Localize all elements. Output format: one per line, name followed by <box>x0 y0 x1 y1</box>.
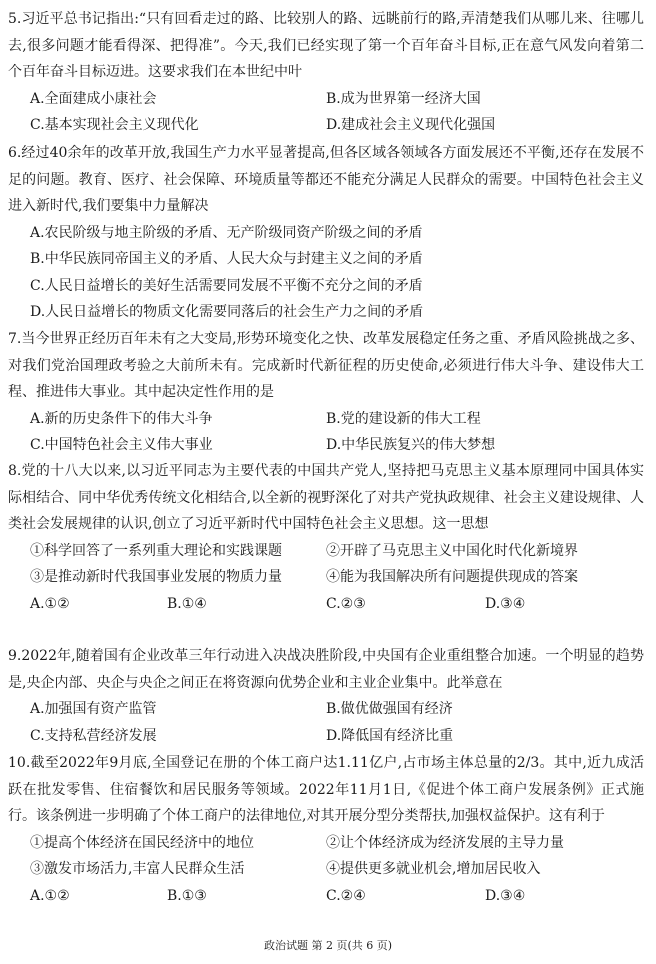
question-5-options-row-2 <box>8 112 644 139</box>
question-5 <box>8 6 644 139</box>
question-10-statement-1: ①提高个体经济在国民经济中的地位 <box>30 834 254 851</box>
question-9-option-a: A.加强国有资产监管 <box>30 701 157 717</box>
question-6-option-b: B.中华民族同帝国主义的矛盾、人民大众与封建主义之间的矛盾 <box>30 251 423 267</box>
question-9-option-c: C.支持私营经济发展 <box>30 727 157 744</box>
question-7-stem: 7.当今世界正经历百年未有之大变局,形势环境变化之快、改革发展稳定任务之重、矛盾风险挑战之多、对我们党治国理政考验之大前所未有。完成新时代新征程的历史使命,必须进行伟大斗争、建设伟大工程、推进伟大事业。其中起决定性作用的是 <box>8 331 644 400</box>
question-5-stem: 5.习近平总书记指出:“只有回看走过的路、比较别人的路、远眺前行的路,弄清楚我们从哪儿来、往哪儿去,很多问题才能看得深、把得准”。今天,我们已经实现了第一个百年奋斗目标,正在意气风发向着第二个百年奋斗目标迈进。这要求我们在本世纪中叶 <box>8 11 644 80</box>
question-6-option-d: D.人民日益增长的物质文化需要同落后的社会生产力之间的矛盾 <box>30 304 424 320</box>
question-9-options-row-1 <box>8 696 644 723</box>
question-8 <box>8 458 644 617</box>
question-8-option-d: D.③④ <box>485 595 526 612</box>
question-7-options-row-2 <box>8 432 644 459</box>
question-10-statements-row-1 <box>8 830 644 857</box>
question-6-option-c: C.人民日益增长的美好生活需要同发展不平衡不充分之间的矛盾 <box>30 277 423 294</box>
question-10-statement-4: ④提供更多就业机会,增加居民收入 <box>326 861 541 877</box>
question-6 <box>8 140 644 326</box>
question-8-statement-3: ③是推动新时代我国事业发展的物质力量 <box>30 569 282 585</box>
question-5-options-row-1 <box>8 86 644 113</box>
question-10-option-a: A.①② <box>30 887 70 904</box>
question-7-option-d: D.中华民族复兴的伟大梦想 <box>326 437 496 453</box>
question-10-option-b: B.①③ <box>167 887 207 904</box>
question-10-statements-row-2 <box>8 856 644 883</box>
question-10-option-d: D.③④ <box>485 887 526 904</box>
question-10-stem: 10.截至2022年9月底,全国登记在册的个体工商户达1.11亿户,占市场主体总量的2/3。其中,近九成活跃在批发零售、住宿餐饮和居民服务等领域。2022年11月1日,《促进个体工商户发展条例》正式施行。该条例进一步明确了个体工商户的法律地位,对其开展分型分类帮扶,加强权益保护。这有利于 <box>8 755 644 824</box>
question-7-option-c: C.中国特色社会主义伟大事业 <box>30 437 213 453</box>
question-9 <box>8 643 644 749</box>
question-8-statements-row-1 <box>8 538 644 565</box>
question-10-statement-3: ③激发市场活力,丰富人民群众生活 <box>30 861 245 877</box>
question-6-option-a: A.农民阶级与地主阶级的矛盾、无产阶级同资产阶级之间的矛盾 <box>30 224 423 241</box>
question-9-options-row-2 <box>8 723 644 750</box>
question-8-statement-2: ②开辟了马克思主义中国化时代化新境界 <box>326 542 578 559</box>
page-footer: 政治试题 第 2 页(共 6 页) <box>263 939 393 952</box>
question-10 <box>8 750 644 909</box>
question-10-statement-2: ②让个体经济成为经济发展的主导力量 <box>326 834 564 851</box>
question-8-option-a: A.①② <box>30 595 70 612</box>
question-8-stem: 8.党的十八大以来,以习近平同志为主要代表的中国共产党人,坚持把马克思主义基本原理同中国具体实际相结合、同中华优秀传统文化相结合,以全新的视野深化了对共产党执政规律、社会主义建设规律、人类社会发展规律的认识,创立了习近平新时代中国特色社会主义思想。这一思想 <box>8 463 644 532</box>
question-9-option-d: D.降低国有经济比重 <box>326 727 454 744</box>
question-8-option-c: C.②③ <box>326 595 366 612</box>
question-5-option-b: B.成为世界第一经济大国 <box>326 90 481 107</box>
question-8-option-b: B.①④ <box>167 595 207 612</box>
question-9-stem: 9.2022年,随着国有企业改革三年行动进入决战决胜阶段,中央国有企业重组整合加速。一个明显的趋势是,央企内部、央企与央企之间正在将资源向优势企业和主业企业集中。此举意在 <box>8 648 644 691</box>
question-7-option-b: B.党的建设新的伟大工程 <box>326 410 481 427</box>
question-10-option-c: C.②④ <box>326 887 366 904</box>
question-7-option-a: A.新的历史条件下的伟大斗争 <box>30 410 213 427</box>
question-8-statement-1: ①科学回答了一系列重大理论和实践课题 <box>30 542 282 559</box>
question-8-statement-4: ④能为我国解决所有问题提供现成的答案 <box>326 569 578 585</box>
question-7-options-row-1 <box>8 406 644 433</box>
question-5-option-d: D.建成社会主义现代化强国 <box>326 117 496 133</box>
question-10-options-row <box>8 883 644 910</box>
question-9-option-b: B.做优做强国有经济 <box>326 701 453 717</box>
question-5-option-a: A.全面建成小康社会 <box>30 90 157 107</box>
question-7 <box>8 326 644 459</box>
question-5-option-c: C.基本实现社会主义现代化 <box>30 117 199 133</box>
question-8-options-row <box>8 591 644 618</box>
question-6-stem: 6.经过40余年的改革开放,我国生产力水平显著提高,但各区域各领域各方面发展还不平衡,还存在发展不足的问题。教育、医疗、社会保障、环境质量等都还不能充分满足人民群众的需要。中国特色社会主义进入新时代,我们要集中力量解决 <box>8 145 644 214</box>
question-8-statements-row-2 <box>8 564 644 591</box>
